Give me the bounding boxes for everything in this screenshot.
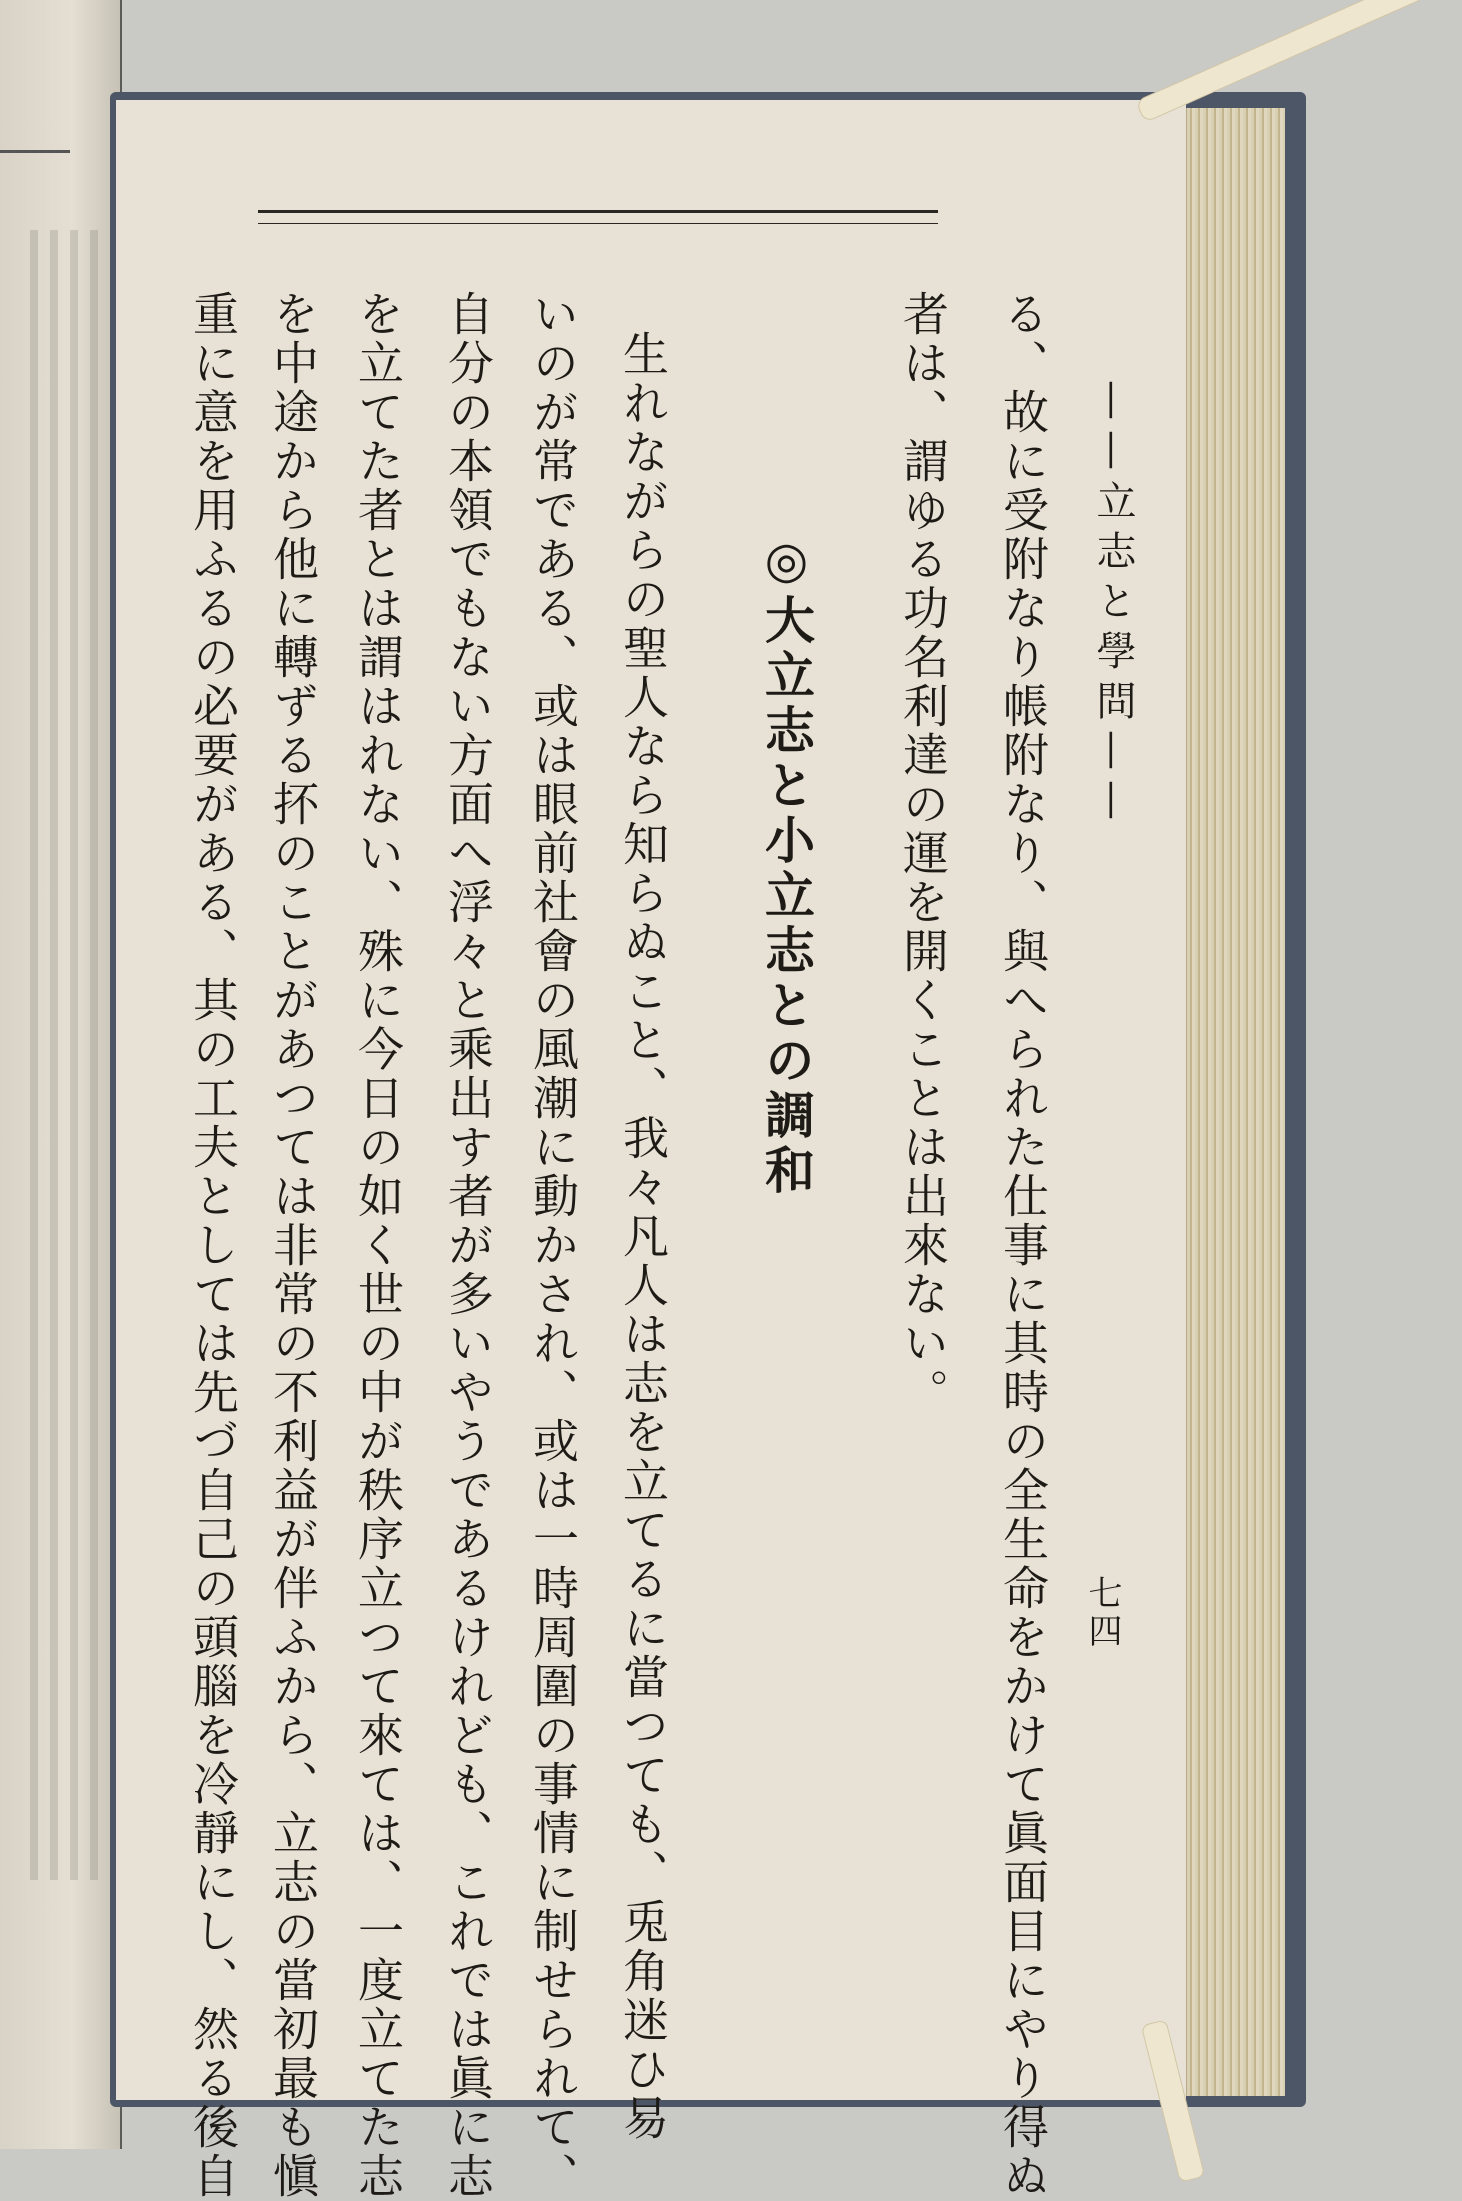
page-number: 七四 — [1082, 1575, 1122, 1651]
left-page-rule — [0, 150, 70, 153]
body-column-1: る、故に受附なり帳附なり、與へられた仕事に其時の全生命をかけて眞面目にやり得ぬ — [996, 290, 1050, 2201]
body-column-7: を中途から他に轉ずる抔のことがあつては非常の不利益が伴ふから、立志の當初最も愼 — [266, 290, 320, 2201]
left-page-text-bleed — [30, 230, 100, 1880]
body-column-2: 者は、謂ゆる功名利達の運を開くことは出來ない。 — [896, 290, 950, 1417]
header-rule — [258, 210, 938, 224]
page-fore-edge — [1186, 108, 1285, 2096]
body-column-5: 自分の本領でもない方面へ浮々と乘出す者が多いやうであるけれども、これでは眞に志 — [441, 290, 495, 2201]
section-title: ◎大立志と小立志との調和 — [757, 530, 816, 1199]
body-column-4: いのが常である、或は眼前社會の風潮に動かされ、或は一時周圍の事情に制せられて、 — [526, 290, 580, 2201]
body-column-3: 生れながらの聖人なら知らぬこと、我々凡人は志を立てるに當つても、兎角迷ひ易 — [616, 330, 670, 2143]
facing-left-page — [0, 0, 122, 2149]
body-column-8: 重に意を用ふるの必要がある、其の工夫としては先づ自己の頭腦を冷靜にし、然る後自 — [186, 290, 240, 2201]
running-header: ——立志と學問—— — [1090, 380, 1136, 830]
body-column-6: を立てた者とは謂はれない、殊に今日の如く世の中が秩序立つて來ては、一度立てた志 — [351, 290, 405, 2201]
